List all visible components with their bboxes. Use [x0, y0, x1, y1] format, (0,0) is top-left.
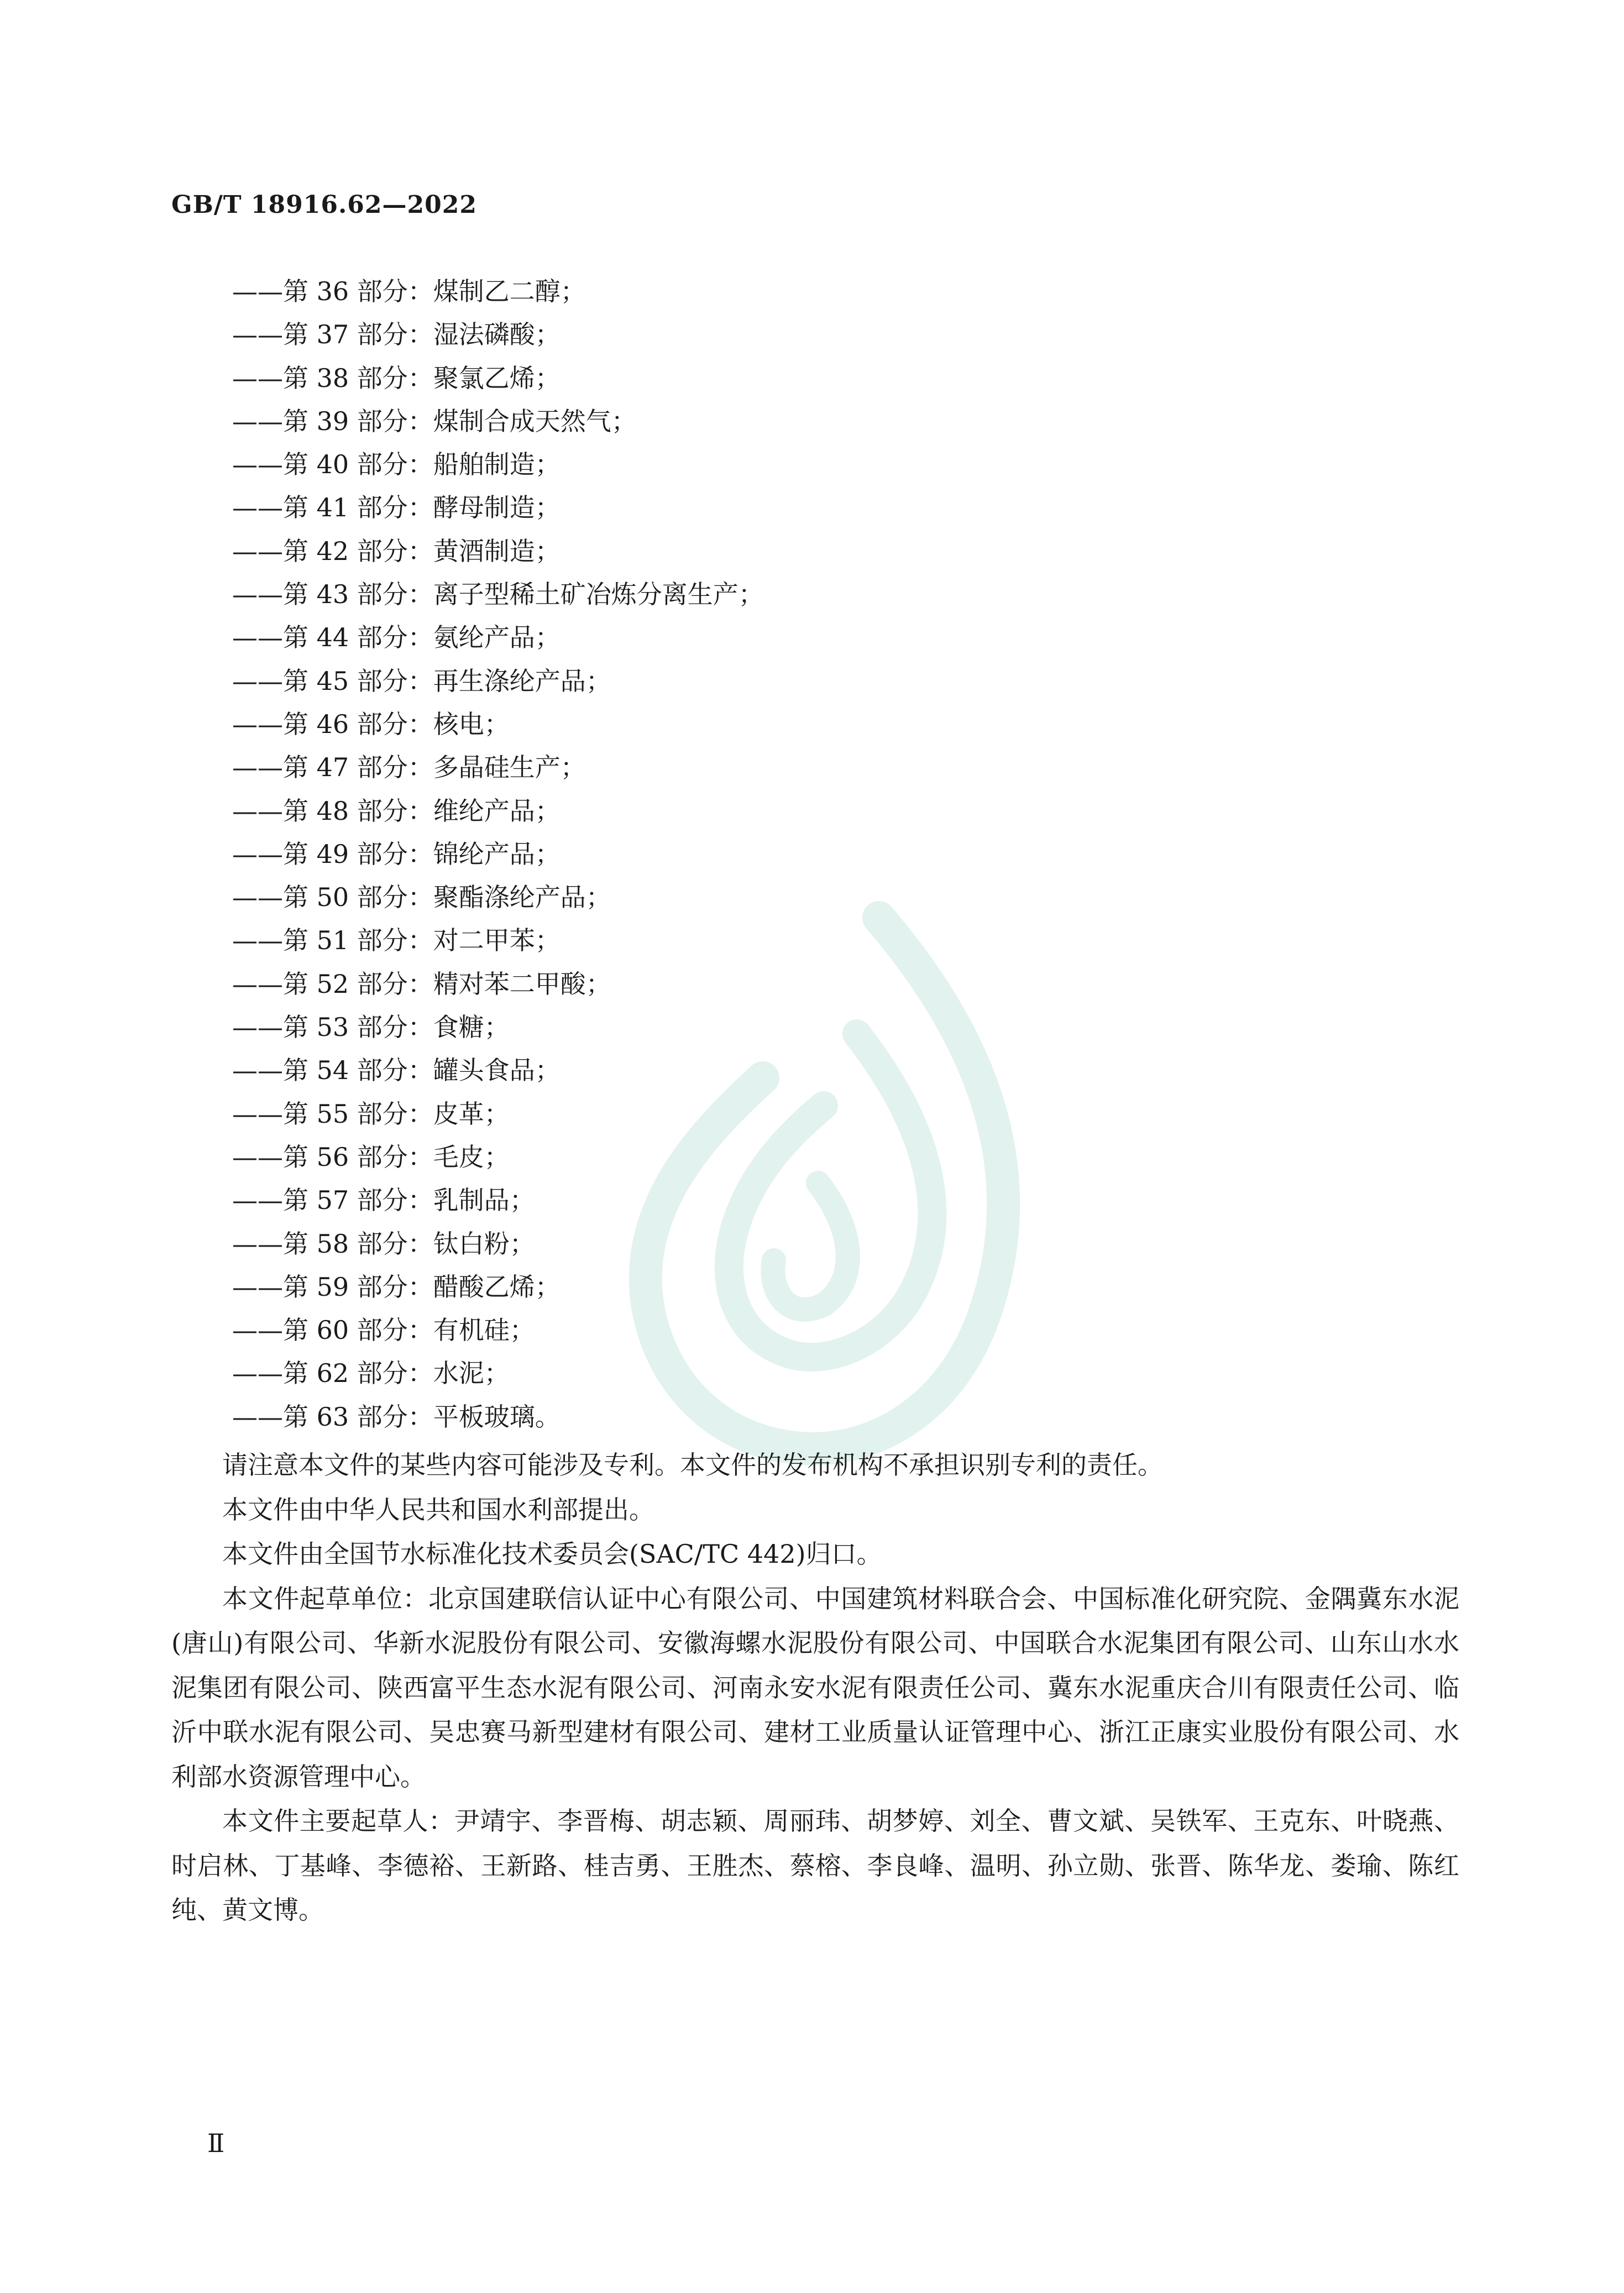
list-item: ——第 56 部分：毛皮；	[232, 1142, 510, 1172]
list-item: ——第 36 部分：煤制乙二醇；	[232, 276, 586, 306]
list-item: ——第 55 部分：皮革；	[232, 1098, 510, 1129]
list-item: ——第 54 部分：罐头食品；	[232, 1055, 560, 1086]
list-item: ——第 46 部分：核电；	[232, 709, 510, 739]
list-item: ——第 39 部分：煤制合成天然气；	[232, 406, 637, 436]
patent-notice: 请注意本文件的某些内容可能涉及专利。本文件的发布机构不承担识别专利的责任。	[222, 1450, 1163, 1480]
list-item: ——第 60 部分：有机硅；	[232, 1315, 535, 1346]
list-item: ——第 37 部分：湿法磷酸；	[232, 320, 560, 350]
list-item: ——第 45 部分：再生涤纶产品；	[232, 666, 611, 696]
list-item: ——第 59 部分：醋酸乙烯；	[232, 1271, 560, 1302]
list-item: ——第 50 部分：聚酯涤纶产品；	[232, 882, 611, 913]
body-text	[171, 1443, 1459, 1933]
list-item: ——第 58 部分：钛白粉；	[232, 1228, 535, 1259]
document-id: GB/T 18916.62—2022	[171, 191, 477, 219]
list-item: ——第 47 部分：多晶硅生产；	[232, 752, 586, 783]
drafting-units: 本文件起草单位：北京国建联信认证中心有限公司、中国建筑材料联合会、中国标准化研究院、金隅冀东水泥(唐山)有限公司、华新水泥股份有限公司、安徽海螺水泥股份有限公司、中国联合水泥集团有限公司、山东山水水泥集团有限公司、陕西富平生态水泥有限公司、河南永安水泥有限责任公司、冀东水泥重庆合川有限责任公司、临沂中联水泥有限公司、吴忠赛马新型建材有限公司、建材工业质量认证管理中心、浙江正康实业股份有限公司、水利部水资源管理中心。	[171, 1583, 1459, 1792]
list-item: ——第 57 部分：乳制品；	[232, 1185, 535, 1216]
committee-statement: 本文件由全国节水标准化技术委员会(SAC/TC 442)归口。	[222, 1539, 882, 1569]
parts-list	[232, 270, 764, 1438]
list-item: ——第 42 部分：黄酒制造；	[232, 536, 560, 566]
proposer-statement: 本文件由中华人民共和国水利部提出。	[222, 1494, 654, 1525]
list-item: ——第 52 部分：精对苯二甲酸；	[232, 968, 611, 999]
list-item: ——第 44 部分：氨纶产品；	[232, 622, 560, 653]
list-item: ——第 41 部分：酵母制造；	[232, 493, 560, 523]
list-item: ——第 62 部分：水泥；	[232, 1358, 510, 1389]
list-item: ——第 43 部分：离子型稀土矿冶炼分离生产；	[232, 579, 764, 610]
list-item: ——第 63 部分：平板玻璃。	[232, 1401, 560, 1432]
list-item: ——第 48 部分：维纶产品；	[232, 795, 560, 826]
list-item: ——第 40 部分：船舶制造；	[232, 449, 560, 480]
page-number: Ⅱ	[207, 2128, 225, 2158]
list-item: ——第 53 部分：食糖；	[232, 1012, 510, 1043]
list-item: ——第 49 部分：锦纶产品；	[232, 839, 560, 869]
main-drafters: 本文件主要起草人：尹靖宇、李晋梅、胡志颖、周丽玮、胡梦婷、刘全、曹文斌、吴铁军、王克东、叶晓燕、时启林、丁基峰、李德裕、王新路、桂吉勇、王胜杰、蔡榕、李良峰、温明、孙立勋、张晋、陈华龙、娄瑜、陈红纯、黄文博。	[171, 1806, 1459, 1925]
list-item: ——第 51 部分：对二甲苯；	[232, 925, 560, 956]
list-item: ——第 38 部分：聚氯乙烯；	[232, 363, 560, 393]
